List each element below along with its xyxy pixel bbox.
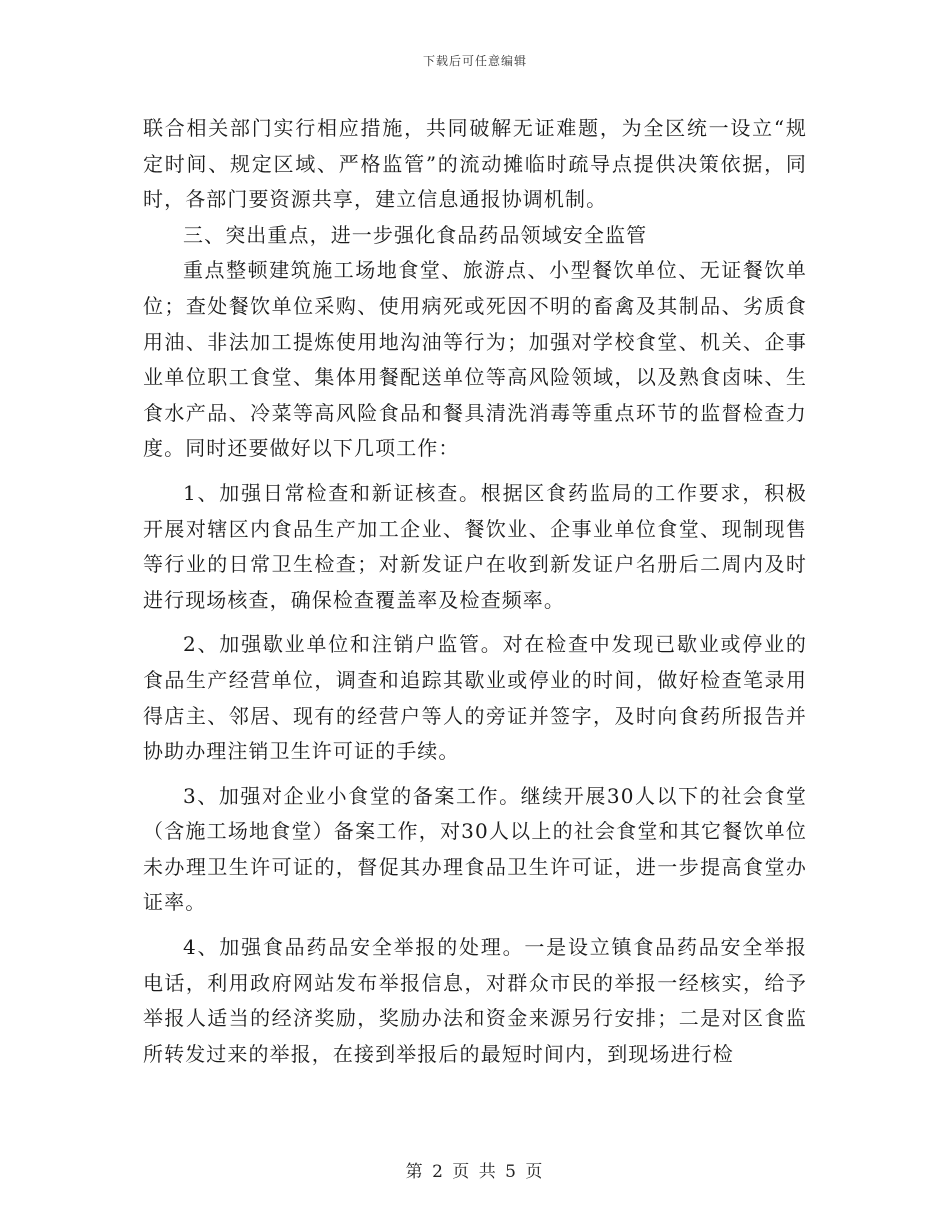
document-body [143,111,807,1072]
page-header-note: 下载后可任意编辑 [422,54,527,68]
paragraph-item-1: 1、加强日常检查和新证核查。根据区食药监局的工作要求，积极开展对辖区内食品生产加工企业、餐饮业、企事业单位食堂、现制现售等行业的日常卫生检查；对新发证户在收到新发证户名册后二周内及时进行现场核查，确保检查覆盖率及检查频率。 [143,480,807,612]
paragraph-continuation: 联合相关部门实行相应措施，共同破解无证难题，为全区统一设立“规定时间、规定区域、严格监管”的流动摊临时疏导点提供决策依据，同时，各部门要资源共享，建立信息通报协调机制。 [143,116,807,212]
section-heading: 三、突出重点，进一步强化食品药品领域安全监管 [183,222,648,247]
paragraph-item-3: 3、加强对企业小食堂的备案工作。继续开展30人以下的社会食堂（含施工场地食堂）备案工作，对30人以上的社会食堂和其它餐饮单位未办理卫生许可证的，督促其办理食品卫生许可证，进一步提高食堂办证率。 [143,783,807,915]
paragraph-key-rectification: 重点整顿建筑施工场地食堂、旅游点、小型餐饮单位、无证餐饮单位；查处餐饮单位采购、使用病死或死因不明的畜禽及其制品、劣质食用油、非法加工提炼使用地沟油等行为；加强对学校食堂、机关、企事业单位职工食堂、集体用餐配送单位等高风险领域，以及熟食卤味、生食水产品、冷菜等高风险食品和餐具清洗消毒等重点环节的监督检查力度。同时还要做好以下几项工作： [143,258,807,461]
paragraph-item-4: 4、加强食品药品安全举报的处理。一是设立镇食品药品安全举报电话，利用政府网站发布举报信息，对群众市民的举报一经核实，给予举报人适当的经济奖励，奖励办法和资金来源另行安排；二是对区食监所转发过来的举报，在接到举报后的最短时间内，到现场进行检 [143,935,807,1066]
page-number-footer: 第 2 页 共 5 页 [405,1162,545,1182]
paragraph-item-2: 2、加强歇业单位和注销户监管。对在检查中发现已歇业或停业的食品生产经营单位，调查和追踪其歇业或停业的时间，做好检查笔录用得店主、邻居、现有的经营户等人的旁证并签字，及时向食药所报告并协助办理注销卫生许可证的手续。 [143,632,807,764]
